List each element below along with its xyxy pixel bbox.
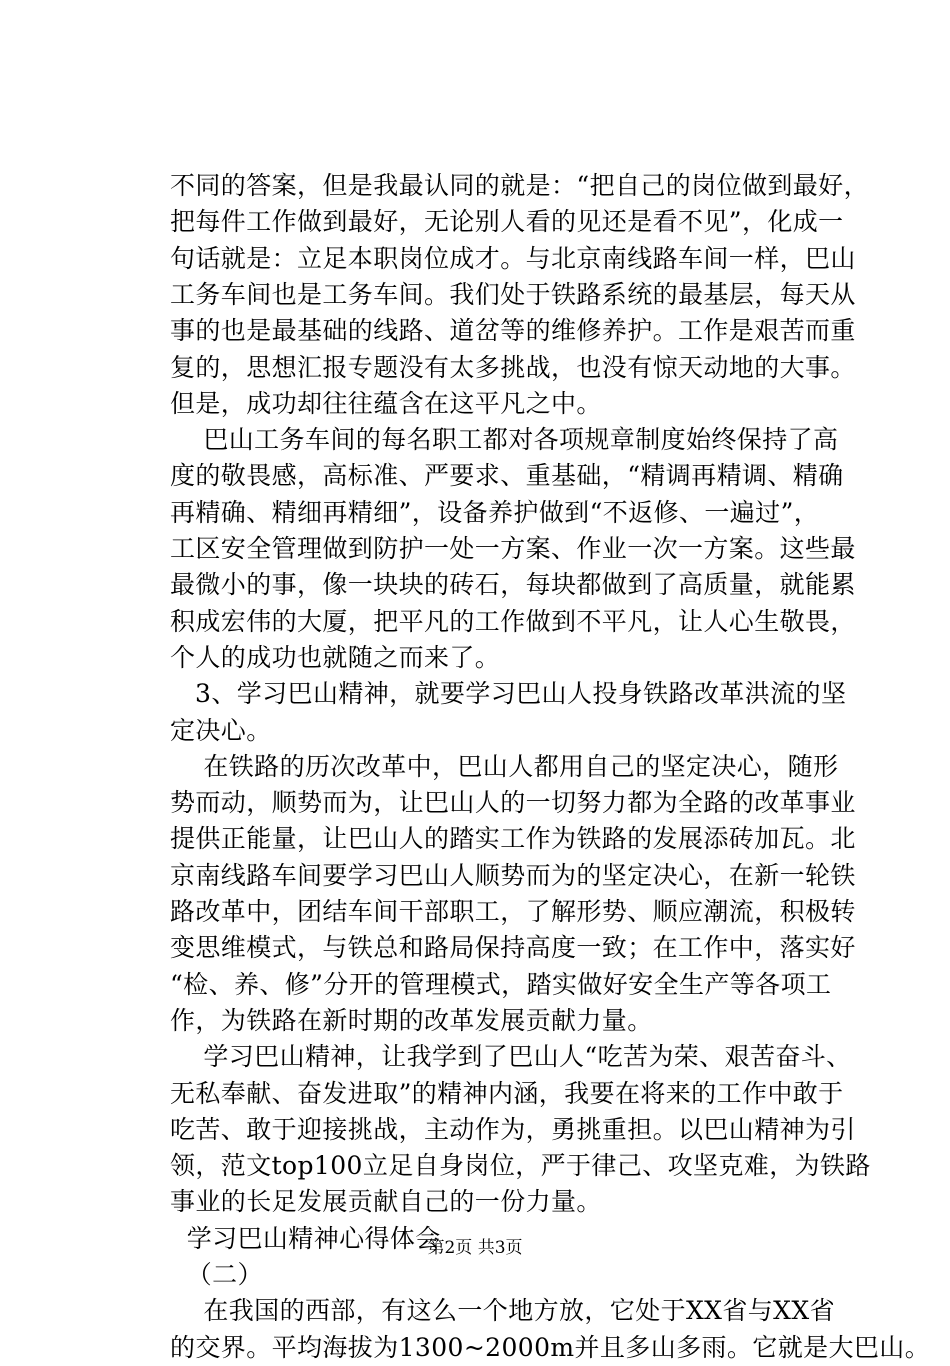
text-line: 作，为铁路在新时期的改革发展贡献力量。 xyxy=(170,1005,653,1035)
text-line: 复的，思想汇报专题没有太多挑战，也没有惊天动地的大事。 xyxy=(170,352,856,382)
text-line: 的交界。平均海拔为1300~2000m并且多山多雨。它就是大巴山。 xyxy=(170,1332,931,1362)
text-line: 在我国的西部，有这么一个地方放，它处于XX省与XX省 xyxy=(170,1296,835,1326)
text-line: 把每件工作做到最好，无论别人看的见还是看不见”，化成一 xyxy=(170,207,844,237)
text-line: 吃苦、敢于迎接挑战，主动作为，勇挑重担。以巴山精神为引 xyxy=(170,1114,856,1144)
page-footer: 第2页 共3页 xyxy=(427,1238,523,1258)
text-line: 不同的答案，但是我最认同的就是：“把自己的岗位做到最好， xyxy=(170,171,869,200)
text-line: 但是，成功却往往蕴含在这平凡之中。 xyxy=(170,388,602,418)
text-line: 变思维模式，与铁总和路局保持高度一致；在工作中，落实好 xyxy=(170,933,856,963)
text-line: 提供正能量，让巴山人的踏实工作为铁路的发展添砖加瓦。北 xyxy=(170,824,856,854)
text-line: 度的敬畏感，高标准、严要求、重基础，“精调再精调、精确 xyxy=(170,461,844,491)
text-line: 在铁路的历次改革中，巴山人都用自己的坚定决心，随形 xyxy=(170,751,839,781)
text-line: 学习巴山精神，让我学到了巴山人“吃苦为荣、艰苦奋斗、 xyxy=(170,1042,852,1072)
text-line: 领，范文top100立足自身岗位，严于律己、攻坚克难，为铁路 xyxy=(170,1151,871,1181)
text-line: 最微小的事，像一块块的砖石，每块都做到了高质量，就能累 xyxy=(170,570,856,600)
text-line: 个人的成功也就随之而来了。 xyxy=(170,642,501,672)
text-line: 工务车间也是工务车间。我们处于铁路系统的最基层，每天从 xyxy=(170,279,856,309)
text-line: “检、养、修”分开的管理模式，踏实做好安全生产等各项工 xyxy=(170,969,832,999)
text-line: 3、学习巴山精神，就要学习巴山人投身铁路改革洪流的坚 xyxy=(170,679,847,709)
text-line: 定决心。 xyxy=(170,715,272,745)
text-line: （二） xyxy=(170,1260,263,1289)
text-line: 句话就是：立足本职岗位成才。与北京南线路车间一样，巴山 xyxy=(170,243,856,273)
text-line: 再精确、精细再精细”，设备养护做到“不返修、一遍过”， xyxy=(170,497,820,527)
text-line: 京南线路车间要学习巴山人顺势而为的坚定决心，在新一轮铁 xyxy=(170,860,856,890)
text-line: 无私奉献、奋发进取”的精神内涵，我要在将来的工作中敢于 xyxy=(170,1078,844,1108)
text-line: 积成宏伟的大厦，把平凡的工作做到不平凡，让人心生敬畏， xyxy=(170,606,856,636)
text-line: 事的也是最基础的线路、道岔等的维修养护。工作是艰苦而重 xyxy=(170,316,856,346)
text-line: 学习巴山精神心得体会 xyxy=(170,1223,441,1253)
text-line: 巴山工务车间的每名职工都对各项规章制度始终保持了高 xyxy=(170,425,839,455)
text-line: 工区安全管理做到防护一处一方案、作业一次一方案。这些最 xyxy=(170,534,856,563)
text-line: 事业的长足发展贡献自己的一份力量。 xyxy=(170,1187,602,1217)
text-line: 势而动，顺势而为，让巴山人的一切努力都为全路的改革事业 xyxy=(170,788,856,818)
text-line: 路改革中，团结车间干部职工，了解形势、顺应潮流，积极转 xyxy=(170,897,856,926)
